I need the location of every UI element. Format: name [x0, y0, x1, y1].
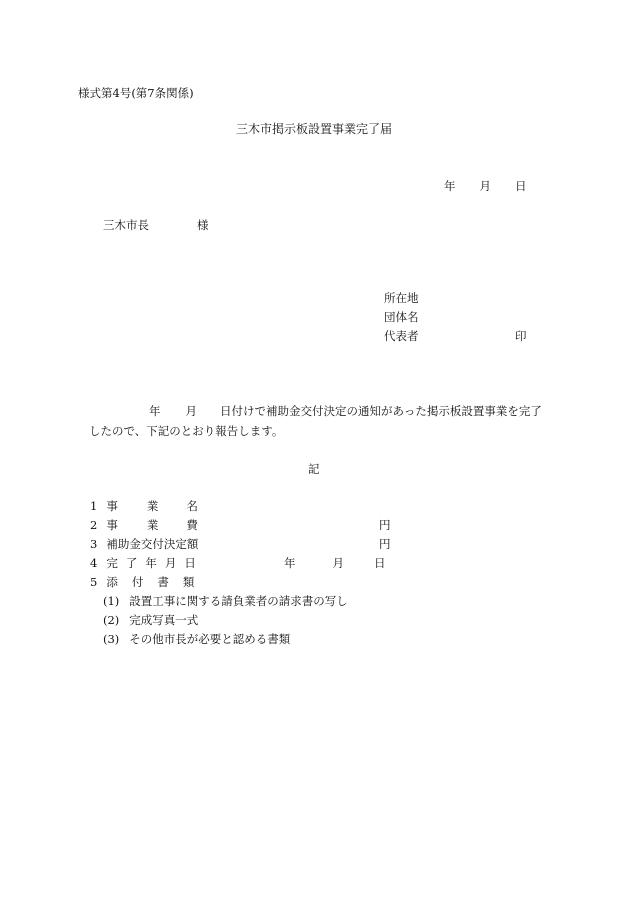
item-2: 2 事 業 費: [90, 518, 198, 532]
item-3: 3 補助金交付決定額: [90, 537, 199, 551]
body-line-2: したので、下記のとおり報告します。: [89, 424, 284, 438]
document-title: 三木市掲示板設置事業完了届: [236, 122, 393, 136]
item-3-unit: 円: [379, 537, 391, 551]
date-day: 日: [515, 179, 527, 193]
addressee-name: 三木市長: [103, 218, 149, 232]
attachment-3: (3) その他市長が必要と認める書類: [103, 632, 291, 646]
date-line: [444, 181, 527, 193]
body-year: 年: [149, 404, 161, 418]
item-2-unit: 円: [379, 518, 391, 532]
item-5: 5 添 付 書 類: [90, 575, 195, 589]
body-line1-text: 日付けで補助金交付決定の通知があった掲示板設置事業を完了: [220, 404, 542, 418]
location-label: 所在地: [384, 291, 419, 305]
seal-mark: 印: [515, 329, 527, 343]
form-number: 様式第4号(第7条関係): [78, 86, 194, 100]
body-line-1: [149, 406, 542, 418]
attachment-1: (1) 設置工事に関する請負業者の請求書の写し: [103, 594, 348, 608]
date-year: 年: [444, 179, 456, 193]
item-4-date: 年 月 日: [284, 556, 386, 570]
item-4: 4 完 了 年 月 日: [90, 556, 196, 570]
body-month: 月: [185, 404, 197, 418]
item-1: 1 事 業 名: [90, 499, 198, 513]
addressee-honorific: 様: [197, 218, 209, 232]
date-month: 月: [479, 179, 491, 193]
organization-label: 団体名: [384, 310, 419, 324]
representative-label: 代表者: [384, 329, 419, 343]
ki-heading: 記: [308, 462, 320, 476]
attachment-2: (2) 完成写真一式: [103, 613, 199, 627]
